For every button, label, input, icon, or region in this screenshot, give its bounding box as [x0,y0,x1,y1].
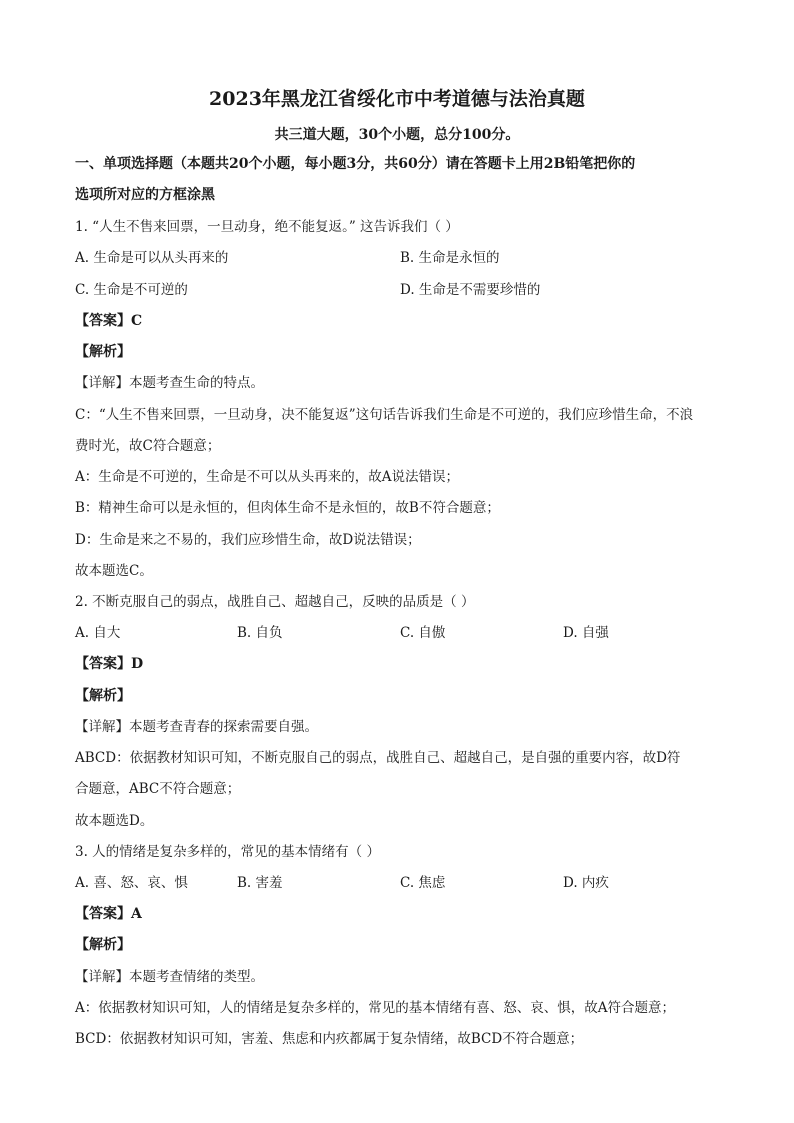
question-2-analysis-label: 【解析】 [75,688,131,704]
question-2-option-d: D. 自强 [563,625,609,641]
question-2-detail-line: ABCD：依据教材知识可知，不断克服自己的弱点，战胜自己、超越自己，是自强的重要内容，故D符 [75,750,681,766]
question-1-stem: 1. “人生不售来回票，一旦动身，绝不能复返。” 这告诉我们（ ） [75,219,459,235]
question-1-detail-line: B：精神生命可以是永恒的，但肉体生命不是永恒的，故B不符合题意； [75,500,500,516]
question-3-option-c: C. 焦虑 [400,875,446,891]
question-3-option-a: A. 喜、怒、哀、惧 [75,875,188,891]
question-1-detail-line: D：生命是来之不易的，我们应珍惜生命，故D说法错误； [75,532,421,548]
question-1-analysis-label: 【解析】 [75,344,131,360]
question-1-option-a: A. 生命是可以从头再来的 [75,250,229,266]
question-1-option-c: C. 生命是不可逆的 [75,282,188,298]
question-3-analysis-label: 【解析】 [75,937,131,953]
section-heading: 一、单项选择题（本题共20个小题，每小题3分，共60分）请在答题卡上用2B铅笔把你的 [75,156,636,172]
question-1-option-b: B. 生命是永恒的 [400,250,500,266]
question-2-answer: 【答案】D [75,656,144,672]
question-3-option-b: B. 害羞 [237,875,283,891]
question-1-detail-line: 费时光，故C符合题意； [75,438,221,454]
question-1-detail-line: A：生命是不可逆的，生命是不可以从头再来的，故A说法错误； [75,469,459,485]
question-3-option-d: D. 内疚 [563,875,609,891]
question-2-option-a: A. 自大 [75,625,121,641]
question-3-detail-line: 【详解】本题考查情绪的类型。 [75,969,264,985]
question-2-detail-line: 故本题选D。 [75,813,154,829]
question-1-answer: 【答案】C [75,313,143,329]
question-3-answer: 【答案】A [75,906,142,922]
question-1-detail-line: 【详解】本题考查生命的特点。 [75,375,264,391]
section-heading-cont: 选项所对应的方框涂黑 [75,187,215,203]
question-2-option-b: B. 自负 [237,625,283,641]
page-title: 2023年黑龙江省绥化市中考道德与法治真题 [209,88,585,110]
question-1-option-d: D. 生命是不需要珍惜的 [400,282,541,298]
exam-subtitle: 共三道大题，30个小题，总分100分。 [274,127,520,143]
question-2-option-c: C. 自傲 [400,625,446,641]
question-2-detail-line: 【详解】本题考查青春的探索需要自强。 [75,719,318,735]
question-3-detail-line: BCD：依据教材知识可知，害羞、焦虑和内疚都属于复杂情绪，故BCD不符合题意； [75,1031,584,1047]
question-2-stem: 2. 不断克服自己的弱点，战胜自己、超越自己，反映的品质是（ ） [75,594,475,610]
question-1-detail-line: C：“人生不售来回票，一旦动身，决不能复返”这句话告诉我们生命是不可逆的，我们应珍惜生命，不浪 [75,407,694,423]
question-1-detail-line: 故本题选C。 [75,563,153,579]
question-2-detail-line: 合题意，ABC不符合题意； [75,781,241,797]
question-3-stem: 3. 人的情绪是复杂多样的，常见的基本情绪有（ ） [75,844,380,860]
question-3-detail-line: A：依据教材知识可知，人的情绪是复杂多样的，常见的基本情绪有喜、怒、哀、惧，故A符合题意； [75,1000,675,1016]
